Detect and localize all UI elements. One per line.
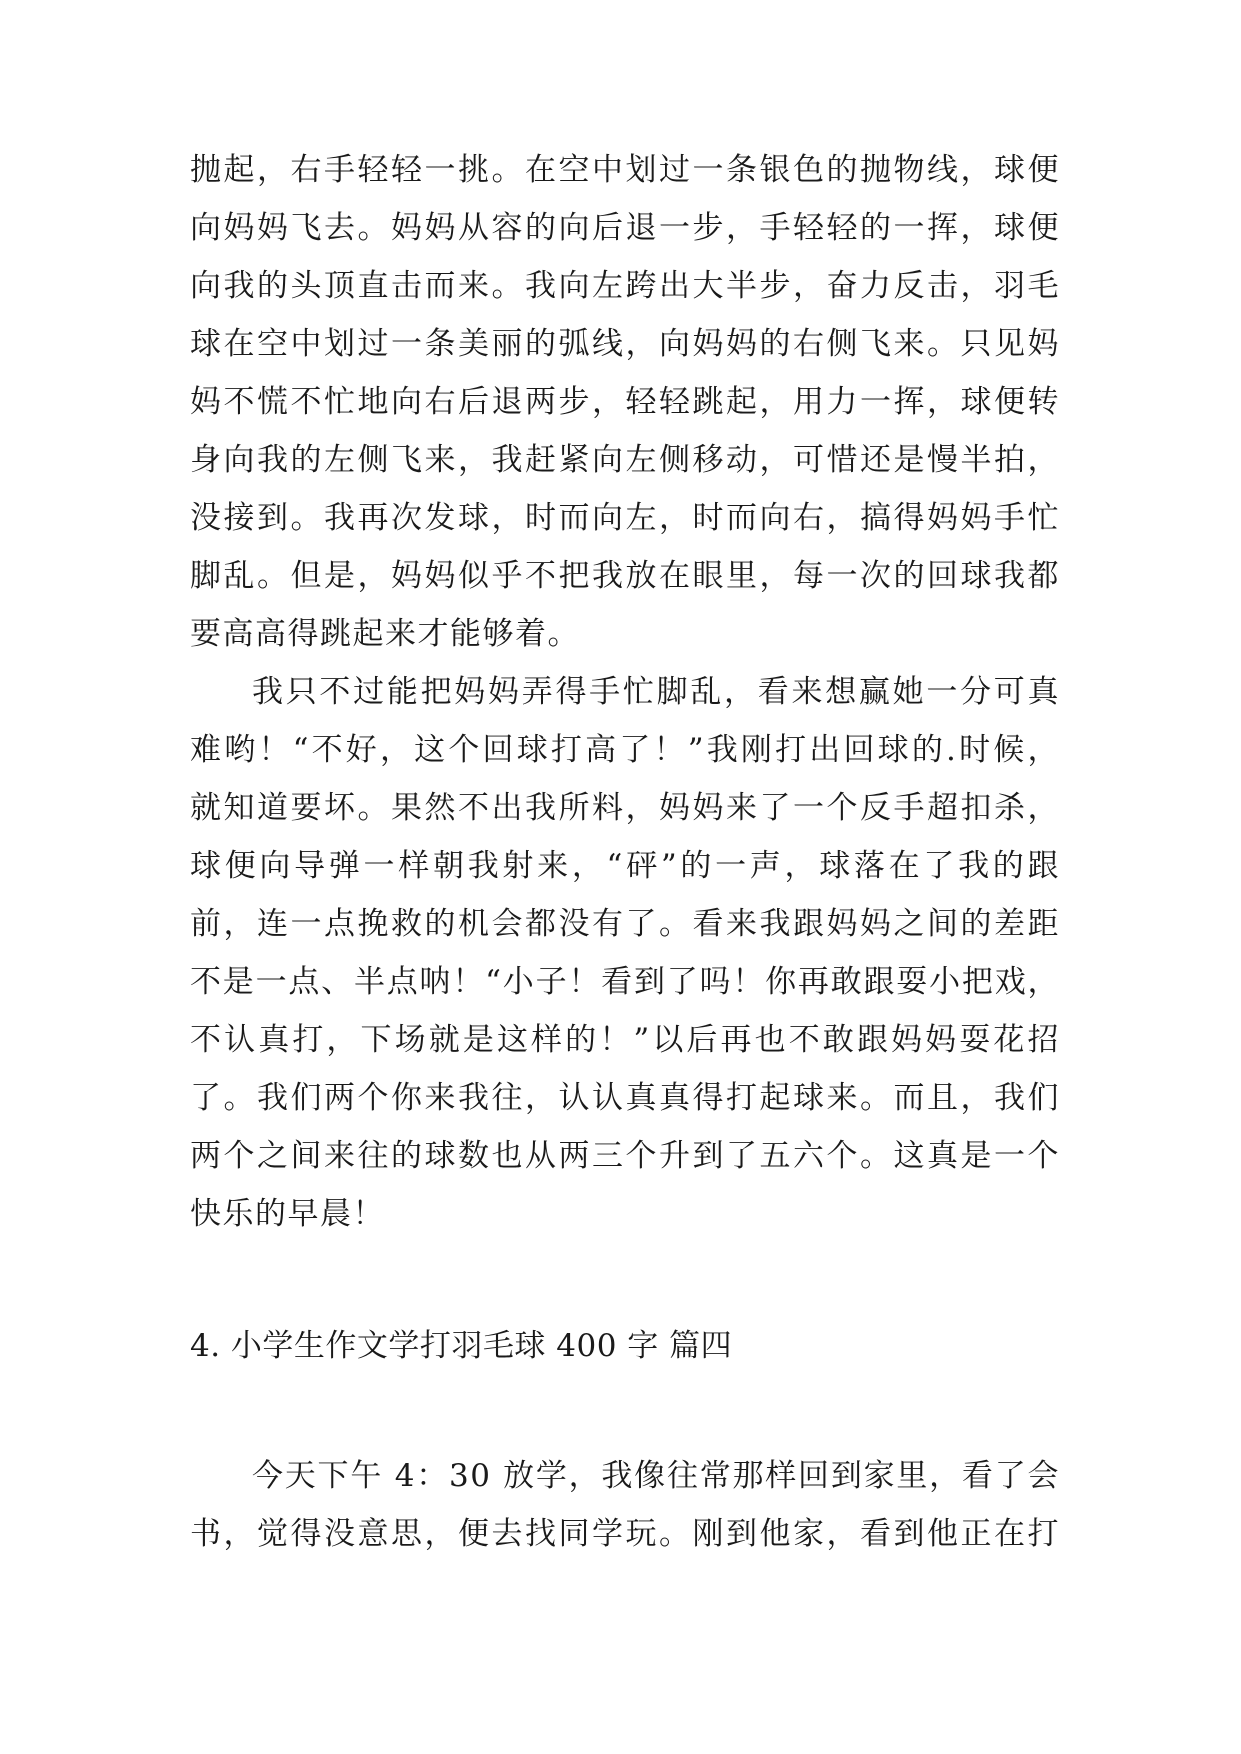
section-heading: 4. 小学生作文学打羽毛球 400 字 篇四 bbox=[190, 1328, 733, 1364]
paragraph-2-line-6: 不是一点、半点呐！“小子！看到了吗！你再敢跟耍小把戏， bbox=[190, 964, 1060, 1000]
paragraph-1-line-6: 身向我的左侧飞来，我赶紧向左侧移动，可惜还是慢半拍， bbox=[190, 442, 1060, 478]
paragraph-2-line-8: 了。我们两个你来我往，认认真真得打起球来。而且，我们 bbox=[190, 1080, 1060, 1116]
paragraph-1-line-9: 要高高得跳起来才能够着。 bbox=[190, 616, 580, 652]
paragraph-1-line-3: 向我的头顶直击而来。我向左跨出大半步，奋力反击，羽毛 bbox=[190, 268, 1060, 304]
paragraph-1-line-4: 球在空中划过一条美丽的弧线，向妈妈的右侧飞来。只见妈 bbox=[190, 326, 1060, 362]
paragraph-1-line-1: 抛起，右手轻轻一挑。在空中划过一条银色的抛物线，球便 bbox=[190, 152, 1060, 188]
paragraph-1-line-7: 没接到。我再次发球，时而向左，时而向右，搞得妈妈手忙 bbox=[190, 500, 1060, 536]
paragraph-1-line-8: 脚乱。但是，妈妈似乎不把我放在眼里，每一次的回球我都 bbox=[190, 558, 1060, 594]
paragraph-2-line-3: 就知道要坏。果然不出我所料，妈妈来了一个反手超扣杀， bbox=[190, 790, 1060, 826]
paragraph-3-line-2: 书，觉得没意思，便去找同学玩。刚到他家，看到他正在打 bbox=[190, 1516, 1060, 1552]
paragraph-1-line-2: 向妈妈飞去。妈妈从容的向后退一步，手轻轻的一挥，球便 bbox=[190, 210, 1060, 246]
paragraph-2-line-5: 前，连一点挽救的机会都没有了。看来我跟妈妈之间的差距 bbox=[190, 906, 1060, 942]
paragraph-1-line-5: 妈不慌不忙地向右后退两步，轻轻跳起，用力一挥，球便转 bbox=[190, 384, 1060, 420]
paragraph-2-line-9: 两个之间来往的球数也从两三个升到了五六个。这真是一个 bbox=[190, 1138, 1060, 1174]
paragraph-2-line-4: 球便向导弹一样朝我射来，“砰”的一声，球落在了我的跟 bbox=[190, 848, 1060, 884]
paragraph-2-line-7: 不认真打，下场就是这样的！”以后再也不敢跟妈妈耍花招 bbox=[190, 1022, 1060, 1058]
paragraph-2-line-1: 我只不过能把妈妈弄得手忙脚乱，看来想赢她一分可真 bbox=[252, 674, 1060, 710]
paragraph-3-line-1: 今天下午 4：30 放学，我像往常那样回到家里，看了会 bbox=[252, 1458, 1060, 1494]
paragraph-2-line-2: 难哟！“不好，这个回球打高了！”我刚打出回球的.时候， bbox=[190, 732, 1060, 768]
paragraph-2-line-10: 快乐的早晨！ bbox=[190, 1196, 385, 1232]
